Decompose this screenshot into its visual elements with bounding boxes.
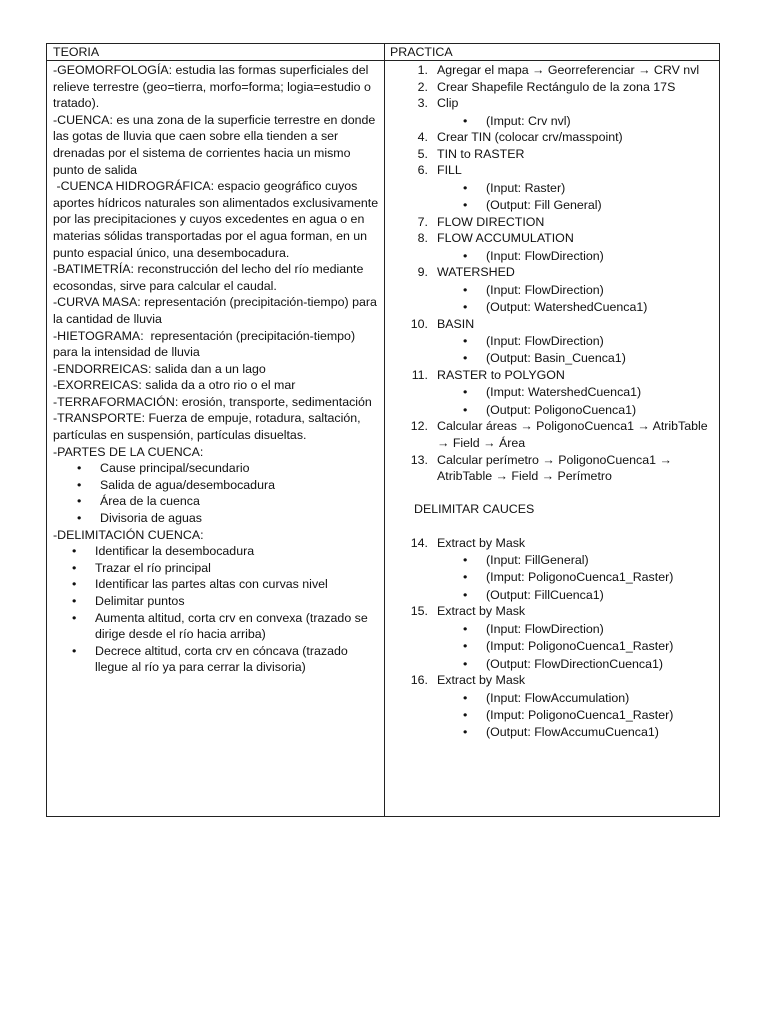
list-item: • Cause principal/secundario <box>77 461 250 476</box>
list-item: • (Input: FlowAccumulation) <box>463 690 630 705</box>
theory-paragraph: -TRANSPORTE: Fuerza de empuje, rotadura, saltación, partículas en suspensión, partículas disueltas. <box>53 411 361 443</box>
theory-paragraph: -TERRAFORMACIÓN: erosión, transporte, sedimentación <box>53 394 372 409</box>
step-text: Extract by Mask <box>437 673 526 688</box>
theory-paragraph: -CUENCA: es una zona de la superficie terrestre en donde las gotas de lluvia que caen sobre ella tienden a ser drenadas por el sistema de corrientes hacia un mismo punto de salida <box>53 112 376 177</box>
step-number: 4. <box>417 130 428 145</box>
practice-header: PRACTICA <box>390 45 453 59</box>
step-sublist <box>390 113 716 130</box>
list-item: • (Imput: PoligonoCuenca1_Raster) <box>463 570 674 585</box>
practice-step <box>390 129 716 146</box>
list-item: • (Imput: WatershedCuenca1) <box>463 385 642 400</box>
practice-column <box>390 62 716 741</box>
practice-step <box>390 146 716 163</box>
step-sublist <box>390 621 716 672</box>
step-number: 8. <box>417 231 428 246</box>
list-item: • (Input: FlowDirection) <box>463 282 604 297</box>
practice-step <box>390 95 716 112</box>
step-text: FILL <box>437 163 462 178</box>
practice-step <box>390 79 716 96</box>
practice-step <box>390 603 716 620</box>
step-text: Crear TIN (colocar crv/masspoint) <box>437 130 623 145</box>
theory-paragraph: -GEOMORFOLOGÍA: estudia las formas superficiales del relieve terrestre (geo=tierra, morfo=forma; logia=estudio o tratado). <box>53 63 371 111</box>
step-text: Crear Shapefile Rectángulo de la zona 17S <box>437 79 676 94</box>
step-number: 16. <box>410 673 428 688</box>
delimitacion-list <box>53 543 381 676</box>
step-text: TIN to RASTER <box>437 146 525 161</box>
theory-paragraph: -EXORREICAS: salida da a otro rio o el mar <box>53 378 296 393</box>
practice-step <box>390 316 716 333</box>
theory-paragraph: -CURVA MASA: representación (precipitación-tiempo) para la cantidad de lluvia <box>53 295 377 326</box>
theory-column <box>53 62 381 676</box>
step-number: 6. <box>417 163 428 178</box>
step-text: Clip <box>437 96 459 111</box>
list-item: • (Input: FillGeneral) <box>463 552 589 567</box>
list-item: • Divisoria de aguas <box>77 511 202 526</box>
list-item: • (Input: FlowDirection) <box>463 248 604 263</box>
step-number: 5. <box>417 146 428 161</box>
list-item: • (Imput: PoligonoCuenca1_Raster) <box>463 639 674 654</box>
step-number: 2. <box>417 79 428 94</box>
step-sublist <box>390 333 716 367</box>
theory-paragraph: -PARTES DE LA CUENCA: <box>53 444 204 459</box>
step-number: 11. <box>411 368 428 383</box>
step-sublist <box>390 248 716 265</box>
practice-step <box>390 162 716 179</box>
list-item: • (Output: Fill General) <box>463 198 602 213</box>
list-item: • (Output: WatershedCuenca1) <box>463 300 648 315</box>
list-item: • (Input: FlowDirection) <box>463 621 604 636</box>
step-sublist <box>390 282 716 316</box>
list-item: • (Input: Raster) <box>463 180 566 195</box>
notes-table <box>46 43 720 817</box>
step-sublist <box>390 690 716 741</box>
theory-paragraph: -BATIMETRÍA: reconstrucción del lecho del río mediante ecosondas, sirve para calcular el caudal. <box>53 262 364 293</box>
practice-steps <box>390 62 716 485</box>
step-number: 12. <box>410 419 428 434</box>
list-item: • (Output: FlowAccumuCuenca1) <box>463 725 659 740</box>
step-number: 13. <box>410 452 428 467</box>
step-number: 15. <box>410 604 428 619</box>
theory-paragraph: -ENDORREICAS: salida dan a un lago <box>53 361 266 376</box>
step-number: 10. <box>410 316 428 331</box>
step-number: 3. <box>417 96 428 111</box>
list-item: • (Imput: PoligonoCuenca1_Raster) <box>463 707 674 722</box>
practice-step <box>390 230 716 247</box>
step-text: FLOW DIRECTION <box>437 214 545 229</box>
theory-paragraph: -HIETOGRAMA: representación (precipitación-tiempo) para la intensidad de lluvia <box>53 328 359 360</box>
step-sublist <box>390 180 716 214</box>
step-text: Calcular áreas → PoligonoCuenca1 → AtribTable → Field → Área <box>437 419 708 451</box>
column-divider <box>384 44 385 816</box>
list-item: • Área de la cuenca <box>77 494 200 509</box>
practice-step <box>390 418 716 451</box>
list-item: • (Output: FillCuenca1) <box>463 587 604 602</box>
list-item: • (Output: FlowDirectionCuenca1) <box>463 656 663 671</box>
step-text: Extract by Mask <box>437 604 526 619</box>
list-item: • Identificar la desembocadura <box>72 544 255 559</box>
step-number: 7. <box>417 214 428 229</box>
step-text: Agregar el mapa → Georreferenciar → CRV nvl <box>437 63 700 77</box>
practice-step <box>390 62 716 79</box>
list-item: • Salida de agua/desembocadura <box>77 477 275 492</box>
list-item: • (Imput: Crv nvl) <box>463 113 571 128</box>
step-number: 9. <box>417 265 428 280</box>
list-item: • Delimitar puntos <box>72 594 185 608</box>
step-text: Extract by Mask <box>437 535 526 550</box>
list-item: • Trazar el río principal <box>72 560 211 575</box>
partes-list <box>53 460 381 526</box>
practice-step <box>390 452 716 485</box>
delimitacion-title: -DELIMITACIÓN CUENCA: <box>53 527 204 542</box>
step-number: 1. <box>417 63 428 77</box>
theory-paragraph: -CUENCA HIDROGRÁFICA: espacio geográfico cuyos aportes hídricos naturales son alimentados exclusivamente por las precipitaciones y cuyos excedentes en agua o en materias sólidas transportadas por el agua forman, en un punto espacial único, una desembocadura. <box>53 179 382 260</box>
list-item: • (Input: FlowDirection) <box>463 334 604 349</box>
step-text: FLOW ACCUMULATION <box>437 231 574 246</box>
step-number: 14. <box>410 535 428 550</box>
practice-step <box>390 535 716 552</box>
section-title: DELIMITAR CAUCES <box>414 502 535 517</box>
list-item: • Decrece altitud, corta crv en cóncava (trazado llegue al río ya para cerrar la divisoria) <box>72 643 348 675</box>
list-item: • (Output: PoligonoCuenca1) <box>463 402 637 417</box>
step-sublist <box>390 552 716 603</box>
list-item: • (Output: Basin_Cuenca1) <box>463 351 626 366</box>
step-text: BASIN <box>437 316 475 331</box>
practice-step <box>390 367 716 384</box>
step-text: WATERSHED <box>437 265 515 280</box>
practice-step <box>390 672 716 689</box>
theory-header: TEORIA <box>53 45 100 59</box>
list-item: • Identificar las partes altas con curvas nivel <box>72 577 328 592</box>
header-divider <box>47 60 719 61</box>
step-text: RASTER to POLYGON <box>437 368 565 383</box>
practice-step <box>390 214 716 231</box>
practice-step <box>390 264 716 281</box>
step-text: Calcular perímetro → PoligonoCuenca1 → AtribTable → Field → Perímetro <box>437 452 672 484</box>
practice-steps <box>390 535 716 741</box>
step-sublist <box>390 384 716 418</box>
list-item: • Aumenta altitud, corta crv en convexa (trazado se dirige desde el río hacia arriba) <box>72 610 368 642</box>
